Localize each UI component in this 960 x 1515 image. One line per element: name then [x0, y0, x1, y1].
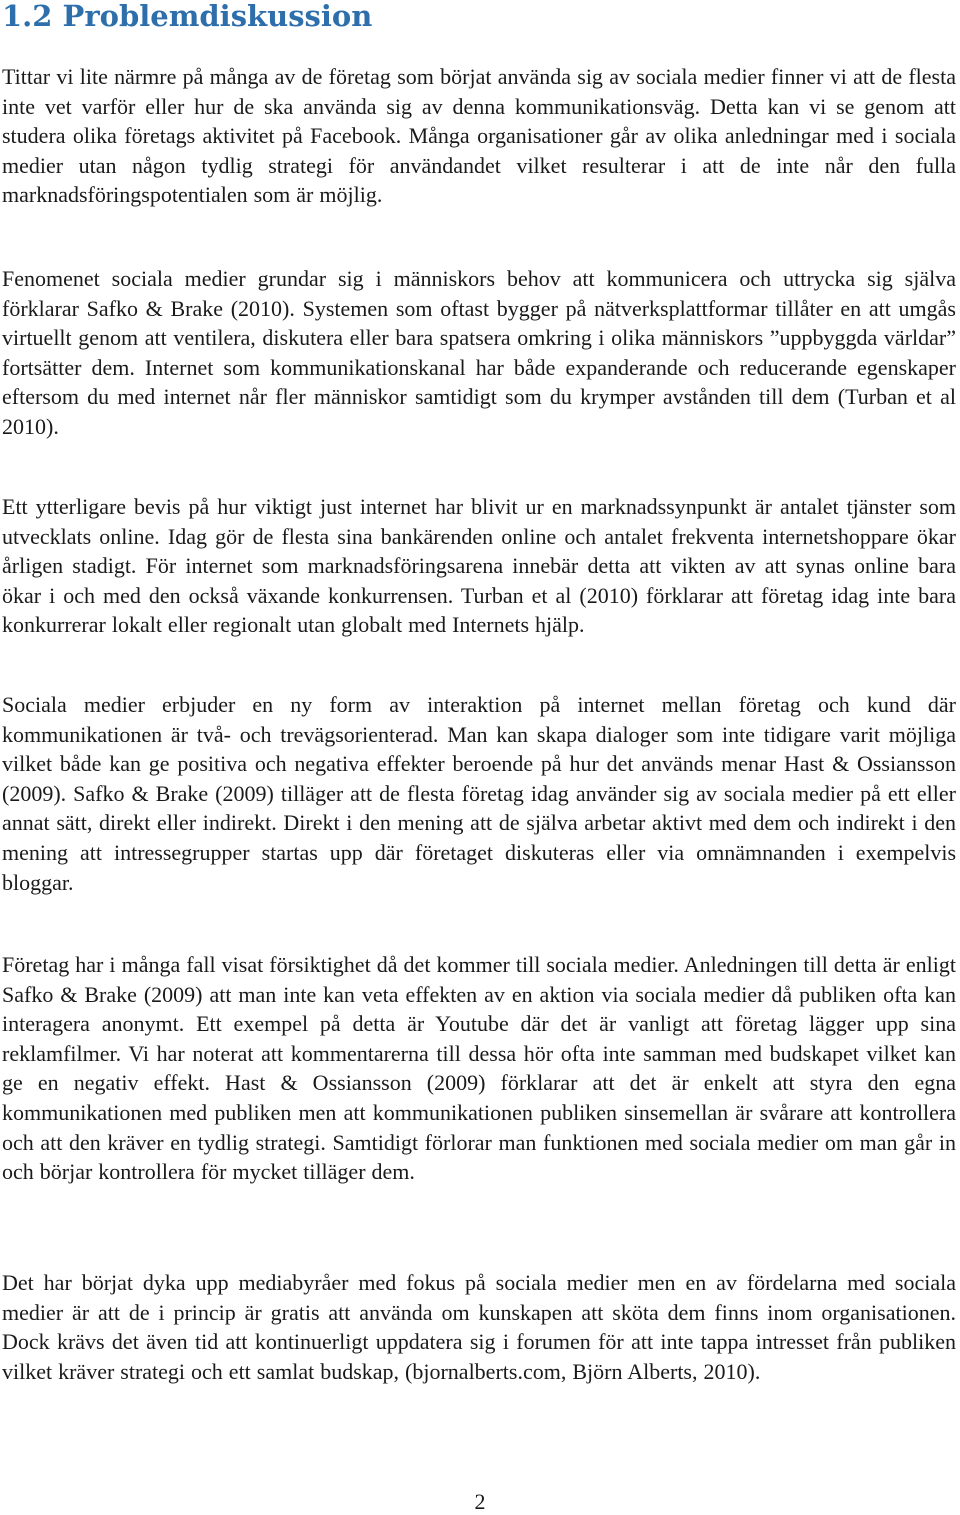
body-paragraph-6: Det har börjat dyka upp mediabyråer med fokus på sociala medier men en av fördelarna med sociala medier är att de i princip är gratis att använda om kunskapen att sköta dem finns inom organisationen. Dock krävs det även tid att kontinuerligt uppdatera sig i forumen för att inte tappa intresset från publiken vilket kräver strategi och ett samlat budskap, (bjornalberts.com, Björn Alberts, 2010).	[2, 1270, 956, 1384]
section-heading: 1.2 Problemdiskussion	[2, 0, 373, 33]
body-paragraph-4: Sociala medier erbjuder en ny form av interaktion på internet mellan företag och kund där kommunikationen är två- och trevägsorienterad. Man kan skapa dialoger som inte tidigare varit möjliga vilket både kan ge positiva och negativa effekter beroende på hur det används menar Hast & Ossiansson (2009). Safko & Brake (2009) tilläger att de flesta företag idag använder sig av sociala medier på ett eller annat sätt, direkt eller indirekt. Direkt i den mening att de själva arbetar aktivt med dem och indirekt i den mening att intressegrupper startas upp där företaget diskuteras eller via omnämnanden i exempelvis bloggar.	[2, 692, 956, 895]
page-number: 2	[474, 1489, 486, 1514]
body-paragraph-5: Företag har i många fall visat försiktighet då det kommer till sociala medier. Anledningen till detta är enligt Safko & Brake (2009) att man inte kan veta effekten av en aktion via sociala medier då publiken ofta kan interagera anonymt. Ett exempel på detta är Youtube där det är vanligt att företag lägger upp sina reklamfilmer. Vi har noterat att kommentarerna till dessa hör ofta inte samman med budskapet vilket kan ge en negativ effekt. Hast & Ossiansson (2009) förklarar att det är enkelt att styra den egna kommunikationen med publiken men att kommunikationen publiken sinsemellan är svårare att kontrollera och att den kräver en tydlig strategi. Samtidigt förlorar man funktionen med sociala medier om man går in och börjar kontrollera för mycket tilläger dem.	[2, 952, 956, 1185]
body-paragraph-3: Ett ytterligare bevis på hur viktigt just internet har blivit ur en marknadssynpunkt är antalet tjänster som utvecklats online. Idag gör de flesta sina bankärenden online och antalet frekventa internetshoppare ökar årligen stadigt. För internet som marknadsföringsarena innebär detta att vikten av att synas online bara ökar i och med den också växande konkurrensen. Turban et al (2010) förklarar att företag idag inte bara konkurrerar lokalt eller regionalt utan globalt med Internets hjälp.	[2, 494, 956, 638]
body-paragraph-1: Tittar vi lite närmre på många av de företag som börjat använda sig av sociala medier finner vi att de flesta inte vet varför eller hur de ska använda sig av denna kommunikationsväg. Detta kan vi se genom att studera olika företags aktivitet på Facebook. Många organisationer går av olika anledningar med i sociala medier utan någon tydlig strategi för användandet vilket resulterar i att de inte når den fulla marknadsföringspotentialen som är möjlig.	[2, 64, 956, 208]
body-paragraph-2: Fenomenet sociala medier grundar sig i människors behov att kommunicera och uttrycka sig själva förklarar Safko & Brake (2010). Systemen som oftast bygger på nätverksplattformar tillåter en att umgås virtuellt genom att ventilera, diskutera eller bara spatsera omkring i olika människors ”uppbyggda världar” fortsätter dem. Internet som kommunikationskanal har både expanderande och reducerande egenskaper eftersom du med internet når fler människor samtidigt som du krymper avstånden till dem (Turban et al 2010).	[2, 266, 956, 439]
